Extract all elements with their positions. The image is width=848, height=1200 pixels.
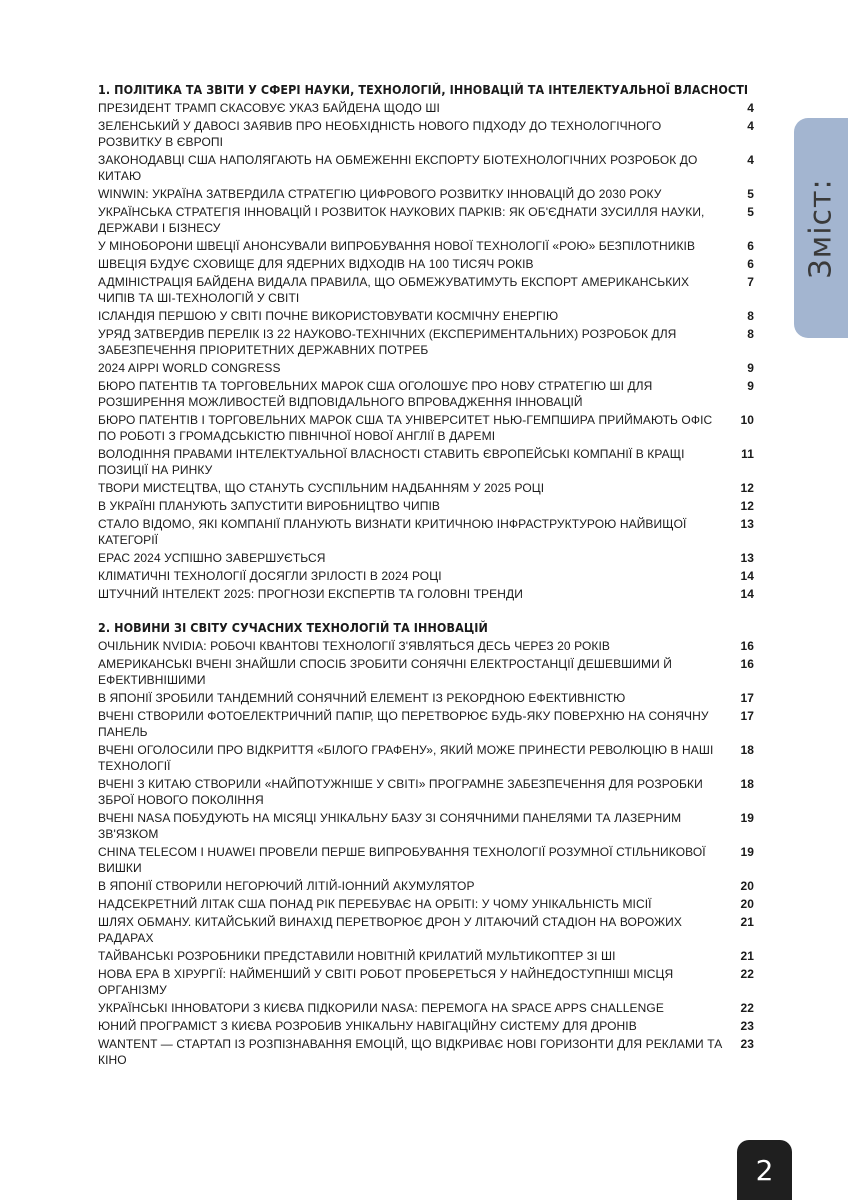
toc-entry-page: 5 — [747, 187, 754, 201]
toc-entry-page: 8 — [747, 327, 754, 341]
toc-entry[interactable] — [98, 274, 758, 306]
toc-entry[interactable] — [98, 844, 758, 876]
toc-entry-page: 20 — [740, 897, 754, 911]
toc-entry-page: 19 — [740, 811, 754, 825]
toc-entry-title: ТАЙВАНСЬКІ РОЗРОБНИКИ ПРЕДСТАВИЛИ НОВІТНІЙ КРИЛАТИЙ МУЛЬТИКОПТЕР ЗІ ШІ — [98, 949, 616, 963]
toc-entry[interactable] — [98, 550, 758, 566]
toc-entry[interactable] — [98, 896, 758, 912]
toc-entry-page: 16 — [740, 657, 754, 671]
toc-entry-title: ШТУЧНИЙ ІНТЕЛЕКТ 2025: ПРОГНОЗИ ЕКСПЕРТІВ ТА ГОЛОВНІ ТРЕНДИ — [98, 587, 523, 601]
toc-entry-title: БЮРО ПАТЕНТІВ І ТОРГОВЕЛЬНИХ МАРОК США ТА УНІВЕРСИТЕТ НЬЮ-ГЕМПШИРА ПРИЙМАЮТЬ ОФІС ПО РОБОТІ З ГРОМАДСЬКІСТЮ ПІВНІЧНОЇ НОВОЇ АНГЛІЇ В ДАРЕМІ — [98, 413, 713, 443]
toc-entry-page: 21 — [740, 915, 754, 929]
toc-entry-page: 22 — [740, 967, 754, 981]
toc-entry-title: ВЧЕНІ З КИТАЮ СТВОРИЛИ «НАЙПОТУЖНІШЕ У СВІТІ» ПРОГРАМНЕ ЗАБЕЗПЕЧЕННЯ ДЛЯ РОЗРОБКИ ЗБРОЇ НОВОГО ПОКОЛІННЯ — [98, 777, 703, 807]
toc-entry[interactable] — [98, 152, 758, 184]
section-title: 2. НОВИНИ ЗІ СВІТУ СУЧАСНИХ ТЕХНОЛОГІЙ ТА ІННОВАЦІЙ — [98, 621, 488, 635]
toc-entry[interactable] — [98, 1036, 758, 1068]
toc-entry[interactable] — [98, 656, 758, 688]
toc-entry[interactable] — [98, 638, 758, 654]
toc-entry-title: ВЧЕНІ NASA ПОБУДУЮТЬ НА МІСЯЦІ УНІКАЛЬНУ БАЗУ ЗІ СОНЯЧНИМИ ПАНЕЛЯМИ ТА ЛАЗЕРНИМ ЗВ'ЯЗКОМ — [98, 811, 682, 841]
toc-entry[interactable] — [98, 1018, 758, 1034]
toc-entry[interactable] — [98, 378, 758, 410]
toc-entry[interactable] — [98, 118, 758, 150]
toc-entry-page: 18 — [740, 743, 754, 757]
toc-entry-page: 16 — [740, 639, 754, 653]
toc-entry-title: EPAC 2024 УСПІШНО ЗАВЕРШУЄТЬСЯ — [98, 551, 326, 565]
toc-entry-title: ВОЛОДІННЯ ПРАВАМИ ІНТЕЛЕКТУАЛЬНОЇ ВЛАСНОСТІ СТАВИТЬ ЄВРОПЕЙСЬКІ КОМПАНІЇ В КРАЩІ ПОЗИЦІЇ НА РИНКУ — [98, 447, 685, 477]
toc-entry[interactable] — [98, 948, 758, 964]
toc-entry[interactable] — [98, 498, 758, 514]
toc-entry-title: У МІНОБОРОНИ ШВЕЦІЇ АНОНСУВАЛИ ВИПРОБУВАННЯ НОВОЇ ТЕХНОЛОГІЇ «РОЮ» БЕЗПІЛОТНИКІВ — [98, 239, 696, 253]
toc-entry-title: НАДСЕКРЕТНИЙ ЛІТАК США ПОНАД РІК ПЕРЕБУВАЄ НА ОРБІТІ: У ЧОМУ УНІКАЛЬНІСТЬ МІСІЇ — [98, 897, 652, 911]
toc-entry[interactable] — [98, 360, 758, 376]
toc-entry-title: В ЯПОНІЇ СТВОРИЛИ НЕГОРЮЧИЙ ЛІТІЙ-ІОННИЙ АКУМУЛЯТОР — [98, 879, 475, 893]
toc-entry[interactable] — [98, 256, 758, 272]
toc-entry-title: АМЕРИКАНСЬКІ ВЧЕНІ ЗНАЙШЛИ СПОСІБ ЗРОБИТИ СОНЯЧНІ ЕЛЕКТРОСТАНЦІЇ ДЕШЕВШИМИ Й ЕФЕКТИВНІШИМИ — [98, 657, 672, 687]
toc-entry[interactable] — [98, 914, 758, 946]
table-of-contents — [98, 80, 758, 1070]
toc-entry[interactable] — [98, 708, 758, 740]
toc-entry[interactable] — [98, 568, 758, 584]
toc-entry-page: 4 — [747, 153, 754, 167]
toc-entry-page: 14 — [740, 587, 754, 601]
toc-entry-page: 6 — [747, 239, 754, 253]
toc-entry-page: 14 — [740, 569, 754, 583]
toc-entry[interactable] — [98, 446, 758, 478]
toc-entry-page: 7 — [747, 275, 754, 289]
toc-entry[interactable] — [98, 878, 758, 894]
toc-entry[interactable] — [98, 776, 758, 808]
toc-entry-title: КЛІМАТИЧНІ ТЕХНОЛОГІЇ ДОСЯГЛИ ЗРІЛОСТІ В 2024 РОЦІ — [98, 569, 442, 583]
toc-entry[interactable] — [98, 810, 758, 842]
toc-entry-page: 20 — [740, 879, 754, 893]
toc-entry-title: НОВА ЕРА В ХІРУРГІЇ: НАЙМЕНШИЙ У СВІТІ РОБОТ ПРОБЕРЕТЬСЯ У НАЙНЕДОСТУПНІШІ МІСЦЯ ОРГАНІЗМУ — [98, 967, 674, 997]
toc-entry-page: 23 — [740, 1037, 754, 1051]
toc-entry-title: 2024 AIPPI WORLD CONGRESS — [98, 361, 281, 375]
toc-entry-page: 9 — [747, 361, 754, 375]
toc-entry-page: 13 — [740, 517, 754, 531]
toc-entry[interactable] — [98, 326, 758, 358]
toc-entry-title: ШЛЯХ ОБМАНУ. КИТАЙСЬКИЙ ВИНАХІД ПЕРЕТВОРЮЄ ДРОН У ЛІТАЮЧИЙ СТАДІОН НА ВОРОЖИХ РАДАРАХ — [98, 915, 682, 945]
toc-entry-title: WINWIN: УКРАЇНА ЗАТВЕРДИЛА СТРАТЕГІЮ ЦИФРОВОГО РОЗВИТКУ ІННОВАЦІЙ ДО 2030 РОКУ — [98, 187, 662, 201]
toc-entry[interactable] — [98, 186, 758, 202]
toc-entry-page: 17 — [740, 691, 754, 705]
toc-entry-page: 8 — [747, 309, 754, 323]
toc-entry-title: БЮРО ПАТЕНТІВ ТА ТОРГОВЕЛЬНИХ МАРОК США ОГОЛОШУЄ ПРО НОВУ СТРАТЕГІЮ ШІ ДЛЯ РОЗШИРЕННЯ МОЖЛИВОСТЕЙ ВІДПОВІДАЛЬНОГО ВПРОВАДЖЕННЯ ІННОВАЦІЙ — [98, 379, 653, 409]
toc-entry-title: СТАЛО ВІДОМО, ЯКІ КОМПАНІЇ ПЛАНУЮТЬ ВИЗНАТИ КРИТИЧНОЮ ІНФРАСТРУКТУРОЮ НАЙВИЩОЇ КАТЕГОРІЇ — [98, 517, 687, 547]
toc-entry-title: В ЯПОНІЇ ЗРОБИЛИ ТАНДЕМНИЙ СОНЯЧНИЙ ЕЛЕМЕНТ ІЗ РЕКОРДНОЮ ЕФЕКТИВНІСТЮ — [98, 691, 626, 705]
toc-entry-page: 18 — [740, 777, 754, 791]
section-title: 1. ПОЛІТИКА ТА ЗВІТИ У СФЕРІ НАУКИ, ТЕХНОЛОГІЙ, ІННОВАЦІЙ ТА ІНТЕЛЕКТУАЛЬНОЇ ВЛАСНОСТІ — [98, 83, 749, 97]
contents-side-tab-label: Зміст: — [803, 177, 839, 279]
toc-entry-title: ЗЕЛЕНСЬКИЙ У ДАВОСІ ЗАЯВИВ ПРО НЕОБХІДНІСТЬ НОВОГО ПІДХОДУ ДО ТЕХНОЛОГІЧНОГО РОЗВИТКУ В ЄВРОПІ — [98, 119, 662, 149]
toc-entry-title: ВЧЕНІ СТВОРИЛИ ФОТОЕЛЕКТРИЧНИЙ ПАПІР, ЩО ПЕРЕТВОРЮЄ БУДЬ-ЯКУ ПОВЕРХНЮ НА СОНЯЧНУ ПАНЕЛЬ — [98, 709, 709, 739]
toc-entry-page: 22 — [740, 1001, 754, 1015]
toc-entry-title: ЗАКОНОДАВЦІ США НАПОЛЯГАЮТЬ НА ОБМЕЖЕННІ ЕКСПОРТУ БІОТЕХНОЛОГІЧНИХ РОЗРОБОК ДО КИТАЮ — [98, 153, 698, 183]
toc-entry-title: ТВОРИ МИСТЕЦТВА, ЩО СТАНУТЬ СУСПІЛЬНИМ НАДБАННЯМ У 2025 РОЦІ — [98, 481, 545, 495]
toc-entry-title: WANTENT — СТАРТАП ІЗ РОЗПІЗНАВАННЯ ЕМОЦІЙ, ЩО ВІДКРИВАЄ НОВІ ГОРИЗОНТИ ДЛЯ РЕКЛАМИ ТА КІНО — [98, 1037, 723, 1067]
toc-entry[interactable] — [98, 412, 758, 444]
toc-entry-page: 12 — [740, 481, 754, 495]
toc-entry-page: 13 — [740, 551, 754, 565]
toc-entry[interactable] — [98, 586, 758, 602]
toc-entry-title: АДМІНІСТРАЦІЯ БАЙДЕНА ВИДАЛА ПРАВИЛА, ЩО ОБМЕЖУВАТИМУТЬ ЕКСПОРТ АМЕРИКАНСЬКИХ ЧИПІВ ТА ШІ-ТЕХНОЛОГІЙ У СВІТІ — [98, 275, 690, 305]
toc-entry-page: 21 — [740, 949, 754, 963]
toc-entry-title: ШВЕЦІЯ БУДУЄ СХОВИЩЕ ДЛЯ ЯДЕРНИХ ВІДХОДІВ НА 100 ТИСЯЧ РОКІВ — [98, 257, 534, 271]
toc-entry-page: 19 — [740, 845, 754, 859]
toc-entry-page: 9 — [747, 379, 754, 393]
toc-entry[interactable] — [98, 100, 758, 116]
toc-entry-title: CHINA TELECOM І HUAWEI ПРОВЕЛИ ПЕРШЕ ВИПРОБУВАННЯ ТЕХНОЛОГІЇ РОЗУМНОЇ СТІЛЬНИКОВОЇ ВИШКИ — [98, 845, 706, 875]
toc-entry-title: ЮНИЙ ПРОГРАМІСТ З КИЄВА РОЗРОБИВ УНІКАЛЬНУ НАВІГАЦІЙНУ СИСТЕМУ ДЛЯ ДРОНІВ — [98, 1019, 637, 1033]
toc-entry-title: ВЧЕНІ ОГОЛОСИЛИ ПРО ВІДКРИТТЯ «БІЛОГО ГРАФЕНУ», ЯКИЙ МОЖЕ ПРИНЕСТИ РЕВОЛЮЦІЮ В НАШІ ТЕХНОЛОГІЇ — [98, 743, 714, 773]
toc-entry[interactable] — [98, 238, 758, 254]
toc-entry-title: ПРЕЗИДЕНТ ТРАМП СКАСОВУЄ УКАЗ БАЙДЕНА ЩОДО ШІ — [98, 101, 440, 115]
toc-entry-title: ІСЛАНДІЯ ПЕРШОЮ У СВІТІ ПОЧНЕ ВИКОРИСТОВУВАТИ КОСМІЧНУ ЕНЕРГІЮ — [98, 309, 559, 323]
toc-entry-page: 6 — [747, 257, 754, 271]
toc-entry-page: 11 — [741, 447, 754, 461]
toc-entry[interactable] — [98, 742, 758, 774]
toc-entry-page: 4 — [747, 101, 754, 115]
contents-side-tab-label-wrap — [794, 118, 848, 338]
toc-entry-page: 5 — [747, 205, 754, 219]
toc-entry-title: В УКРАЇНІ ПЛАНУЮТЬ ЗАПУСТИТИ ВИРОБНИЦТВО ЧИПІВ — [98, 499, 441, 513]
toc-entry[interactable] — [98, 480, 758, 496]
toc-entry[interactable] — [98, 516, 758, 548]
toc-entry-title: УРЯД ЗАТВЕРДИВ ПЕРЕЛІК ІЗ 22 НАУКОВО-ТЕХНІЧНИХ (ЕКСПЕРИМЕНТАЛЬНИХ) РОЗРОБОК ДЛЯ ЗАБЕЗПЕЧЕННЯ ПРІОРИТЕТНИХ ДЕРЖАВНИХ ПОТРЕБ — [98, 327, 677, 357]
toc-entry-page: 17 — [740, 709, 754, 723]
toc-entry-page: 4 — [747, 119, 754, 133]
toc-entry[interactable] — [98, 204, 758, 236]
toc-entry-page: 10 — [740, 413, 754, 427]
toc-entry-title: ОЧІЛЬНИК NVIDIA: РОБОЧІ КВАНТОВІ ТЕХНОЛОГІЇ З'ЯВЛЯТЬСЯ ДЕСЬ ЧЕРЕЗ 20 РОКІВ — [98, 639, 611, 653]
toc-entry[interactable] — [98, 690, 758, 706]
page-number: 2 — [737, 1140, 792, 1200]
toc-entry[interactable] — [98, 966, 758, 998]
toc-entry[interactable] — [98, 308, 758, 324]
toc-entry[interactable] — [98, 1000, 758, 1016]
toc-entry-page: 23 — [740, 1019, 754, 1033]
toc-entry-page: 12 — [740, 499, 754, 513]
toc-entry-title: УКРАЇНСЬКА СТРАТЕГІЯ ІННОВАЦІЙ І РОЗВИТОК НАУКОВИХ ПАРКІВ: ЯК ОБ'ЄДНАТИ ЗУСИЛЛЯ НАУКИ, ДЕРЖАВИ І БІЗНЕСУ — [98, 205, 705, 235]
toc-entry-title: УКРАЇНСЬКІ ІННОВАТОРИ З КИЄВА ПІДКОРИЛИ NASA: ПЕРЕМОГА НА SPACE APPS CHALLENGE — [98, 1001, 664, 1015]
